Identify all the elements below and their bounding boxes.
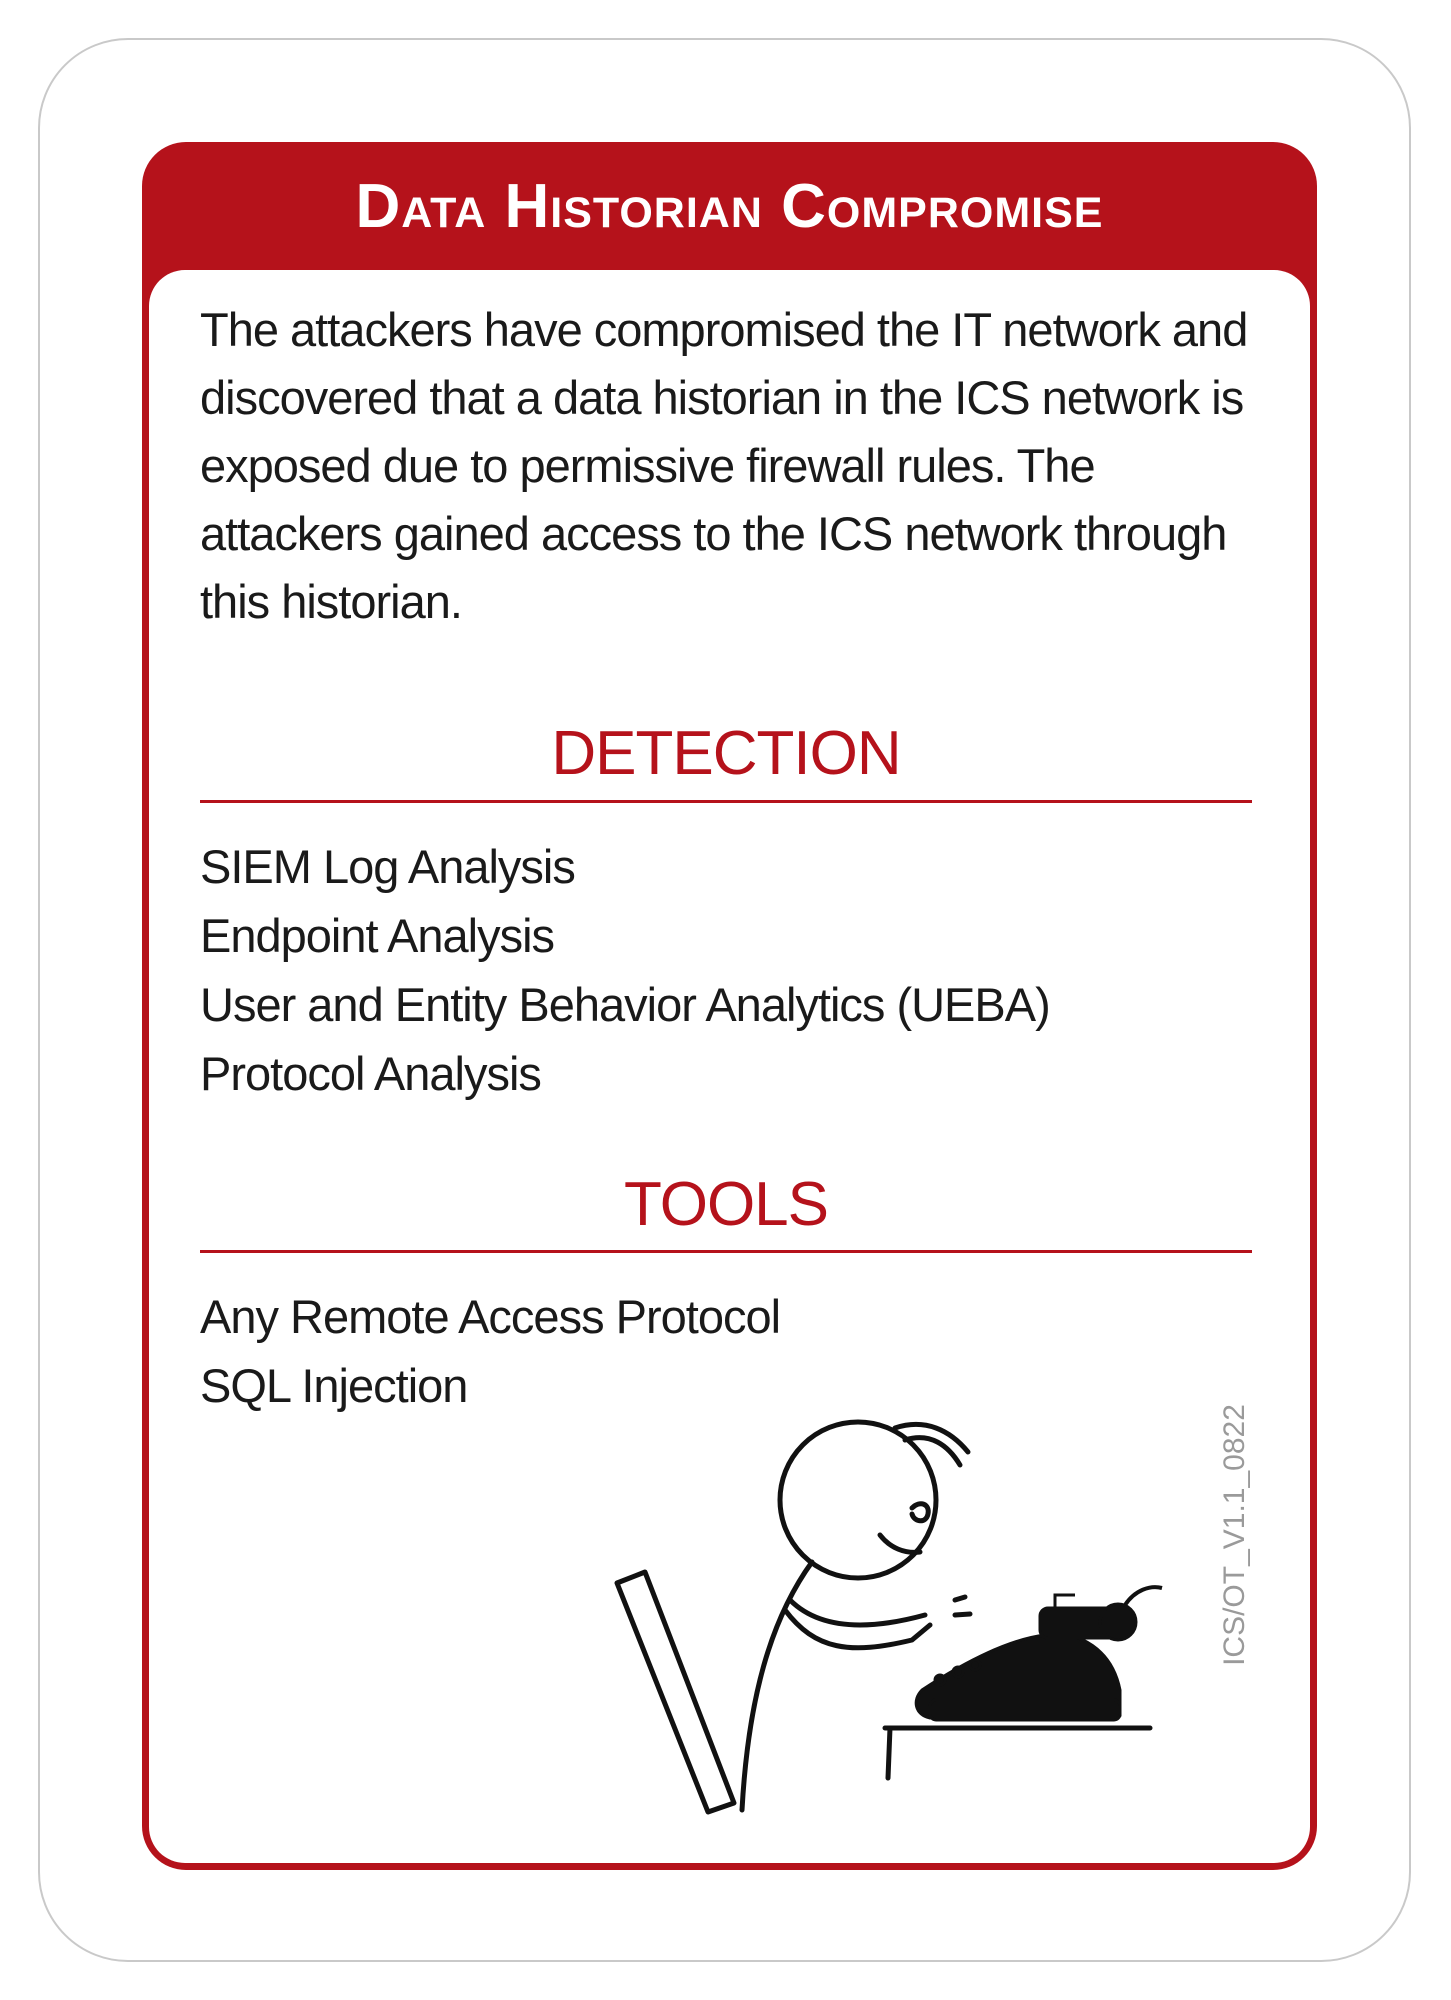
- tools-divider: [200, 1250, 1252, 1253]
- tools-item: Any Remote Access Protocol: [200, 1290, 781, 1343]
- card-description: The attackers have compromised the IT network and discovered that a data historian in the ICS network is exposed due to permissive firewall rules. The attackers gained access to the ICS network through this historian.: [200, 303, 1248, 628]
- version-label: ICS/OT_V1.1_0822: [1218, 1404, 1251, 1666]
- detection-heading: DETECTION: [551, 719, 901, 788]
- stick-figure-typewriter-icon: [600, 1400, 1220, 1820]
- tools-item: SQL Injection: [200, 1359, 468, 1412]
- detection-item: Endpoint Analysis: [200, 909, 555, 962]
- detection-item: Protocol Analysis: [200, 1047, 541, 1100]
- tools-heading: TOOLS: [623, 1170, 829, 1239]
- detection-divider: [200, 800, 1252, 803]
- detection-item: User and Entity Behavior Analytics (UEBA): [200, 978, 1050, 1031]
- detection-item: SIEM Log Analysis: [200, 840, 575, 893]
- card-title: Data Historian Compromise: [355, 171, 1104, 241]
- detection-list: [200, 832, 1260, 1108]
